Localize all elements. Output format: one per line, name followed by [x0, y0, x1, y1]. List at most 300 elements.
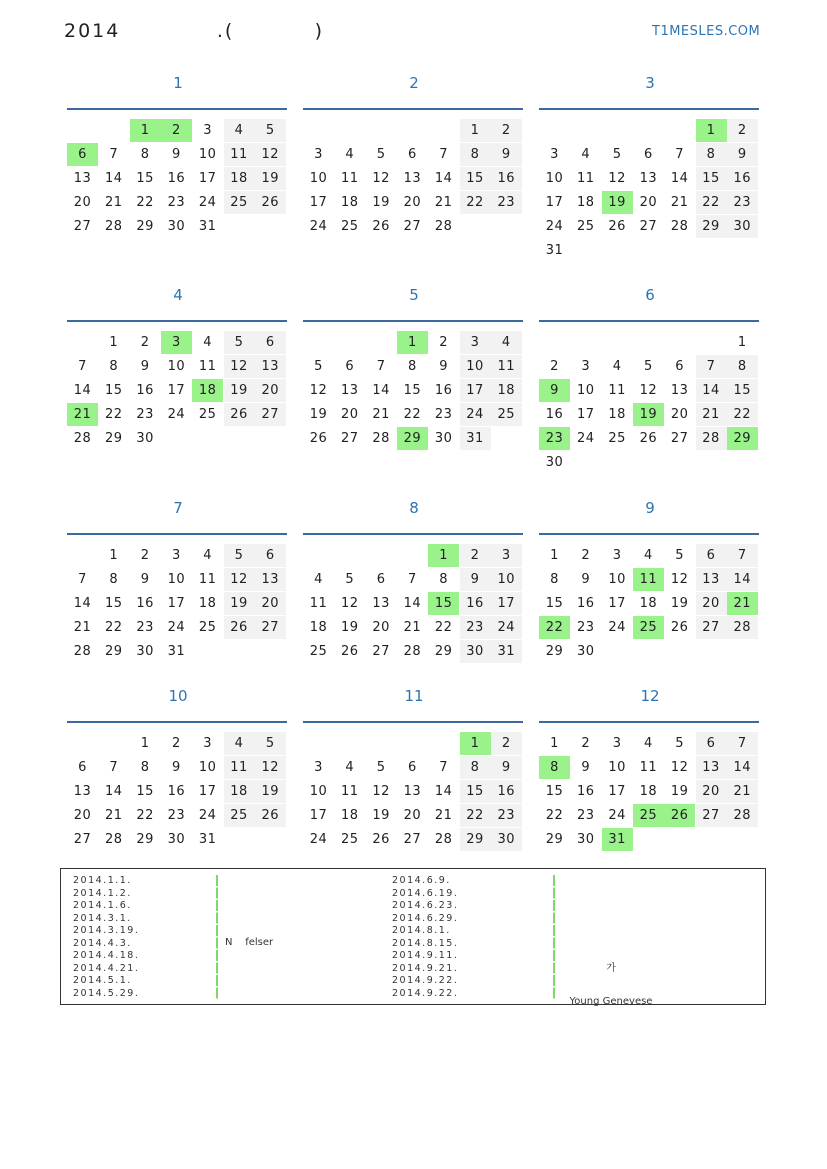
day-cell: 21 [434, 195, 453, 210]
holiday-day-cell: 19 [633, 403, 664, 426]
day-cell: 20 [403, 808, 422, 823]
day-cell: 26 [224, 403, 255, 426]
day-cell: 13 [341, 383, 359, 398]
day-cell: 2 [581, 548, 591, 563]
day-cell: 6 [408, 147, 417, 162]
day-cell: 21 [670, 195, 689, 210]
day-cell: 12 [639, 383, 658, 398]
day-cell: 6 [696, 544, 727, 567]
page-title: 2014 .( ) [64, 20, 325, 42]
holiday-legend [60, 868, 766, 1005]
day-cell: 3 [460, 331, 491, 354]
day-cell: 30 [577, 832, 595, 847]
holiday-day-cell: 23 [539, 427, 570, 450]
day-cell: 31 [167, 644, 186, 659]
day-cell: 5 [675, 736, 685, 751]
day-cell: 27 [341, 431, 359, 446]
holiday-day-cell: 1 [460, 732, 491, 755]
day-cell: 19 [309, 407, 328, 422]
holiday-day-cell: 29 [727, 427, 758, 450]
day-cell: 13 [403, 171, 422, 186]
day-cell: 16 [491, 167, 522, 190]
month-title: 4 [173, 286, 183, 304]
day-cell: 24 [167, 620, 186, 635]
day-cell: 31 [545, 243, 564, 258]
day-cell: 26 [639, 431, 658, 446]
legend-date: 2014.6.29. [392, 912, 459, 924]
legend-date: 2014.4.3. [73, 937, 132, 949]
day-cell: 17 [545, 195, 564, 210]
day-cell: 4 [203, 548, 213, 563]
day-cell: 22 [136, 808, 154, 823]
day-cell: 11 [341, 784, 359, 799]
day-cell: 7 [696, 355, 727, 378]
day-cell: 27 [696, 804, 727, 827]
day-cell: 31 [460, 427, 491, 450]
day-cell: 31 [198, 219, 217, 234]
day-cell: 16 [727, 167, 758, 190]
day-cell: 6 [255, 544, 286, 567]
holiday-day-cell: 1 [397, 331, 428, 354]
day-cell: 14 [696, 379, 727, 402]
day-cell: 15 [727, 379, 758, 402]
day-cell: 24 [309, 219, 328, 234]
holiday-day-cell: 1 [696, 119, 727, 142]
day-cell: 3 [203, 736, 213, 751]
day-cell: 10 [167, 572, 186, 587]
legend-left-dates [73, 875, 139, 1000]
legend-date: 2014.1.1. [73, 875, 132, 886]
day-cell: 21 [105, 808, 123, 823]
day-cell: 26 [670, 620, 689, 635]
day-cell: 15 [545, 596, 564, 611]
day-cell: 20 [255, 592, 286, 615]
day-cell: 18 [341, 808, 359, 823]
legend-marker-bar [216, 875, 218, 999]
day-cell: 28 [727, 804, 758, 827]
day-cell: 27 [255, 616, 286, 639]
day-cell: 28 [73, 431, 92, 446]
day-cell: 2 [581, 736, 591, 751]
day-cell: 24 [608, 620, 626, 635]
day-cell: 19 [670, 596, 689, 611]
month-title: 2 [409, 74, 419, 92]
day-cell: 16 [136, 596, 154, 611]
day-cell: 19 [255, 167, 286, 190]
day-cell: 8 [460, 143, 491, 166]
day-cell: 11 [608, 383, 626, 398]
day-cell: 25 [608, 431, 626, 446]
day-cell: 4 [581, 147, 591, 162]
day-cell: 13 [73, 784, 92, 799]
day-cell: 13 [255, 355, 286, 378]
month-divider [539, 721, 759, 723]
day-cell: 10 [167, 359, 186, 374]
day-cell: 26 [372, 219, 390, 234]
day-cell: 9 [727, 143, 758, 166]
day-cell: 22 [105, 620, 123, 635]
day-cell: 11 [198, 572, 217, 587]
day-cell: 25 [341, 832, 359, 847]
day-cell: 26 [255, 804, 286, 827]
holiday-day-cell: 15 [428, 592, 459, 615]
day-cell: 24 [491, 616, 522, 639]
day-cell: 20 [255, 379, 286, 402]
day-cell: 7 [78, 359, 87, 374]
day-cell: 2 [140, 335, 150, 350]
day-cell: 27 [73, 832, 92, 847]
day-cell: 3 [314, 147, 323, 162]
day-cell: 29 [460, 828, 491, 851]
legend-date: 2014.6.9. [392, 875, 451, 886]
day-cell: 21 [696, 403, 727, 426]
day-cell: 23 [136, 620, 154, 635]
holiday-day-cell: 25 [633, 804, 664, 827]
day-cell: 23 [491, 191, 522, 214]
day-cell: 5 [224, 544, 255, 567]
holiday-day-cell: 26 [664, 804, 695, 827]
legend-right-label [561, 937, 661, 1029]
day-cell: 20 [696, 592, 727, 615]
day-cell: 19 [372, 195, 390, 210]
day-cell: 9 [581, 760, 591, 775]
day-cell: 17 [198, 171, 217, 186]
day-cell: 21 [727, 780, 758, 803]
day-cell: 30 [167, 219, 186, 234]
month-divider [303, 108, 523, 110]
day-cell: 9 [491, 756, 522, 779]
day-cell: 8 [439, 572, 449, 587]
day-cell: 14 [105, 784, 123, 799]
legend-left-label: N felser [225, 937, 274, 948]
day-cell: 24 [460, 403, 491, 426]
day-cell: 18 [577, 195, 595, 210]
day-cell: 8 [727, 355, 758, 378]
day-cell: 4 [644, 548, 653, 563]
day-cell: 1 [109, 548, 119, 563]
site-brand-link[interactable]: T1MESLES.COM [652, 24, 761, 39]
day-cell: 22 [545, 808, 564, 823]
day-cell: 23 [460, 616, 491, 639]
day-cell: 20 [639, 195, 658, 210]
day-cell: 13 [670, 383, 689, 398]
day-cell: 22 [434, 620, 453, 635]
day-cell: 25 [341, 219, 359, 234]
day-cell: 29 [696, 215, 727, 238]
day-cell: 7 [439, 147, 449, 162]
day-cell: 15 [696, 167, 727, 190]
day-cell: 20 [73, 195, 92, 210]
legend-date: 2014.4.21. [73, 962, 140, 974]
day-cell: 31 [491, 640, 522, 663]
day-cell: 1 [460, 119, 491, 142]
day-cell: 4 [224, 119, 255, 142]
day-cell: 4 [612, 359, 622, 374]
month-divider [67, 721, 287, 723]
day-cell: 1 [109, 335, 119, 350]
holiday-day-cell: 11 [633, 568, 664, 591]
day-cell: 4 [203, 335, 213, 350]
day-cell: 12 [608, 171, 626, 186]
day-cell: 29 [105, 431, 123, 446]
day-cell: 8 [460, 756, 491, 779]
day-cell: 6 [255, 331, 286, 354]
day-cell: 21 [73, 620, 92, 635]
day-cell: 6 [345, 359, 355, 374]
day-cell: 2 [491, 732, 522, 755]
month-title: 3 [645, 74, 655, 92]
day-cell: 11 [639, 760, 658, 775]
day-cell: 24 [309, 832, 328, 847]
day-cell: 11 [341, 171, 359, 186]
day-cell: 14 [73, 596, 92, 611]
day-cell: 8 [109, 359, 119, 374]
day-cell: 17 [460, 379, 491, 402]
day-cell: 23 [577, 620, 595, 635]
day-cell: 16 [545, 407, 564, 422]
day-cell: 18 [608, 407, 626, 422]
day-cell: 4 [644, 736, 653, 751]
day-cell: 9 [460, 568, 491, 591]
day-cell: 21 [434, 808, 453, 823]
month-divider [67, 320, 287, 322]
day-cell: 8 [696, 143, 727, 166]
day-cell: 4 [345, 147, 355, 162]
day-cell: 5 [255, 732, 286, 755]
month-divider [303, 721, 523, 723]
day-cell: 28 [434, 832, 453, 847]
day-cell: 5 [376, 760, 386, 775]
day-cell: 20 [670, 407, 689, 422]
day-cell: 16 [434, 383, 453, 398]
day-cell: 28 [434, 219, 453, 234]
day-cell: 15 [460, 167, 491, 190]
legend-right-label-line2: Young Genevese [569, 996, 653, 1007]
day-cell: 6 [376, 572, 386, 587]
day-cell: 15 [105, 383, 123, 398]
day-cell: 30 [491, 828, 522, 851]
day-cell: 9 [140, 572, 150, 587]
day-cell: 23 [577, 808, 595, 823]
day-cell: 12 [309, 383, 328, 398]
day-cell: 13 [372, 596, 390, 611]
day-cell: 3 [550, 147, 559, 162]
day-cell: 11 [309, 596, 328, 611]
day-cell: 4 [314, 572, 323, 587]
day-cell: 19 [372, 808, 390, 823]
day-cell: 24 [167, 407, 186, 422]
day-cell: 15 [460, 780, 491, 803]
day-cell: 29 [136, 832, 154, 847]
day-cell: 21 [403, 620, 422, 635]
day-cell: 26 [224, 616, 255, 639]
day-cell: 18 [224, 780, 255, 803]
day-cell: 25 [198, 620, 217, 635]
day-cell: 1 [550, 548, 559, 563]
day-cell: 8 [140, 147, 150, 162]
day-cell: 14 [727, 568, 758, 591]
month-title: 1 [173, 74, 183, 92]
legend-date: 2014.9.22. [392, 987, 459, 999]
month-divider [303, 533, 523, 535]
day-cell: 10 [577, 383, 595, 398]
day-cell: 14 [73, 383, 92, 398]
day-cell: 28 [403, 644, 422, 659]
legend-date: 2014.6.23. [392, 900, 459, 911]
holiday-day-cell: 9 [539, 379, 570, 402]
day-cell: 9 [172, 760, 181, 775]
day-cell: 17 [309, 195, 328, 210]
day-cell: 28 [372, 431, 390, 446]
day-cell: 16 [577, 784, 595, 799]
day-cell: 9 [172, 147, 181, 162]
day-cell: 24 [198, 195, 217, 210]
day-cell: 20 [341, 407, 359, 422]
day-cell: 2 [550, 359, 559, 374]
day-cell: 7 [675, 147, 685, 162]
day-cell: 10 [198, 147, 217, 162]
day-cell: 2 [491, 119, 522, 142]
day-cell: 1 [140, 736, 150, 751]
day-cell: 28 [670, 219, 689, 234]
legend-date: 2014.8.15. [392, 937, 459, 949]
day-cell: 15 [136, 171, 154, 186]
legend-date: 2014.9.21. [392, 962, 459, 974]
day-cell: 28 [105, 219, 123, 234]
day-cell: 13 [696, 568, 727, 591]
day-cell: 8 [550, 572, 559, 587]
day-cell: 16 [167, 171, 186, 186]
day-cell: 14 [372, 383, 390, 398]
month-title: 11 [404, 687, 424, 705]
day-cell: 30 [577, 644, 595, 659]
day-cell: 17 [198, 784, 217, 799]
day-cell: 12 [341, 596, 359, 611]
day-cell: 5 [255, 119, 286, 142]
day-cell: 12 [255, 143, 286, 166]
day-cell: 4 [345, 760, 355, 775]
month-divider [539, 320, 759, 322]
day-cell: 25 [491, 403, 522, 426]
legend-date: 2014.9.22. [392, 975, 459, 986]
legend-right-dates [392, 875, 458, 1000]
day-cell: 13 [639, 171, 658, 186]
day-cell: 11 [224, 143, 255, 166]
day-cell: 23 [167, 195, 186, 210]
day-cell: 8 [109, 572, 119, 587]
day-cell: 30 [545, 455, 564, 470]
month-divider [67, 108, 287, 110]
day-cell: 19 [341, 620, 359, 635]
legend-date: 2014.4.18. [73, 950, 140, 961]
holiday-day-cell: 21 [727, 592, 758, 615]
day-cell: 21 [372, 407, 390, 422]
day-cell: 14 [105, 171, 123, 186]
day-cell: 12 [670, 572, 689, 587]
day-cell: 15 [545, 784, 564, 799]
day-cell: 3 [314, 760, 323, 775]
holiday-day-cell: 25 [633, 616, 664, 639]
day-cell: 7 [109, 760, 119, 775]
legend-right-label-line1: 가 [606, 963, 616, 974]
legend-date: 2014.3.1. [73, 912, 132, 924]
day-cell: 10 [608, 572, 626, 587]
day-cell: 29 [545, 644, 564, 659]
day-cell: 26 [255, 191, 286, 214]
day-cell: 5 [675, 548, 685, 563]
day-cell: 27 [372, 644, 390, 659]
day-cell: 22 [403, 407, 422, 422]
day-cell: 23 [136, 407, 154, 422]
day-cell: 7 [727, 732, 758, 755]
holiday-day-cell: 8 [539, 756, 570, 779]
day-cell: 27 [73, 219, 92, 234]
day-cell: 21 [105, 195, 123, 210]
day-cell: 23 [167, 808, 186, 823]
day-cell: 22 [460, 191, 491, 214]
month-title: 10 [168, 687, 188, 705]
day-cell: 13 [73, 171, 92, 186]
day-cell: 19 [255, 780, 286, 803]
day-cell: 6 [644, 147, 653, 162]
holiday-day-cell: 6 [67, 143, 98, 166]
day-cell: 10 [608, 760, 626, 775]
month-title: 6 [645, 286, 655, 304]
day-cell: 6 [696, 732, 727, 755]
day-cell: 26 [372, 832, 390, 847]
legend-date: 2014.8.1. [392, 925, 451, 936]
day-cell: 30 [167, 832, 186, 847]
day-cell: 12 [224, 355, 255, 378]
day-cell: 5 [345, 572, 355, 587]
day-cell: 11 [491, 355, 522, 378]
day-cell: 12 [255, 756, 286, 779]
day-cell: 23 [434, 407, 453, 422]
holiday-day-cell: 21 [67, 403, 98, 426]
day-cell: 9 [140, 359, 150, 374]
day-cell: 29 [136, 219, 154, 234]
day-cell: 12 [372, 784, 390, 799]
day-cell: 11 [198, 359, 217, 374]
day-cell: 9 [439, 359, 449, 374]
day-cell: 18 [491, 379, 522, 402]
legend-date: 2014.3.19. [73, 925, 140, 936]
day-cell: 13 [403, 784, 422, 799]
day-cell: 30 [136, 431, 154, 446]
month-title: 12 [640, 687, 660, 705]
day-cell: 20 [403, 195, 422, 210]
day-cell: 5 [644, 359, 653, 374]
legend-date: 2014.5.1. [73, 975, 132, 986]
day-cell: 30 [727, 215, 758, 238]
month-divider [539, 108, 759, 110]
day-cell: 7 [109, 147, 119, 162]
day-cell: 3 [203, 123, 213, 138]
day-cell: 16 [460, 592, 491, 615]
day-cell: 24 [545, 219, 564, 234]
day-cell: 2 [439, 335, 449, 350]
day-cell: 20 [372, 620, 390, 635]
day-cell: 5 [314, 359, 323, 374]
day-cell: 27 [696, 616, 727, 639]
day-cell: 30 [460, 640, 491, 663]
day-cell: 14 [434, 171, 453, 186]
day-cell: 28 [696, 427, 727, 450]
day-cell: 16 [167, 784, 186, 799]
day-cell: 12 [224, 568, 255, 591]
day-cell: 7 [408, 572, 417, 587]
day-cell: 8 [408, 359, 417, 374]
